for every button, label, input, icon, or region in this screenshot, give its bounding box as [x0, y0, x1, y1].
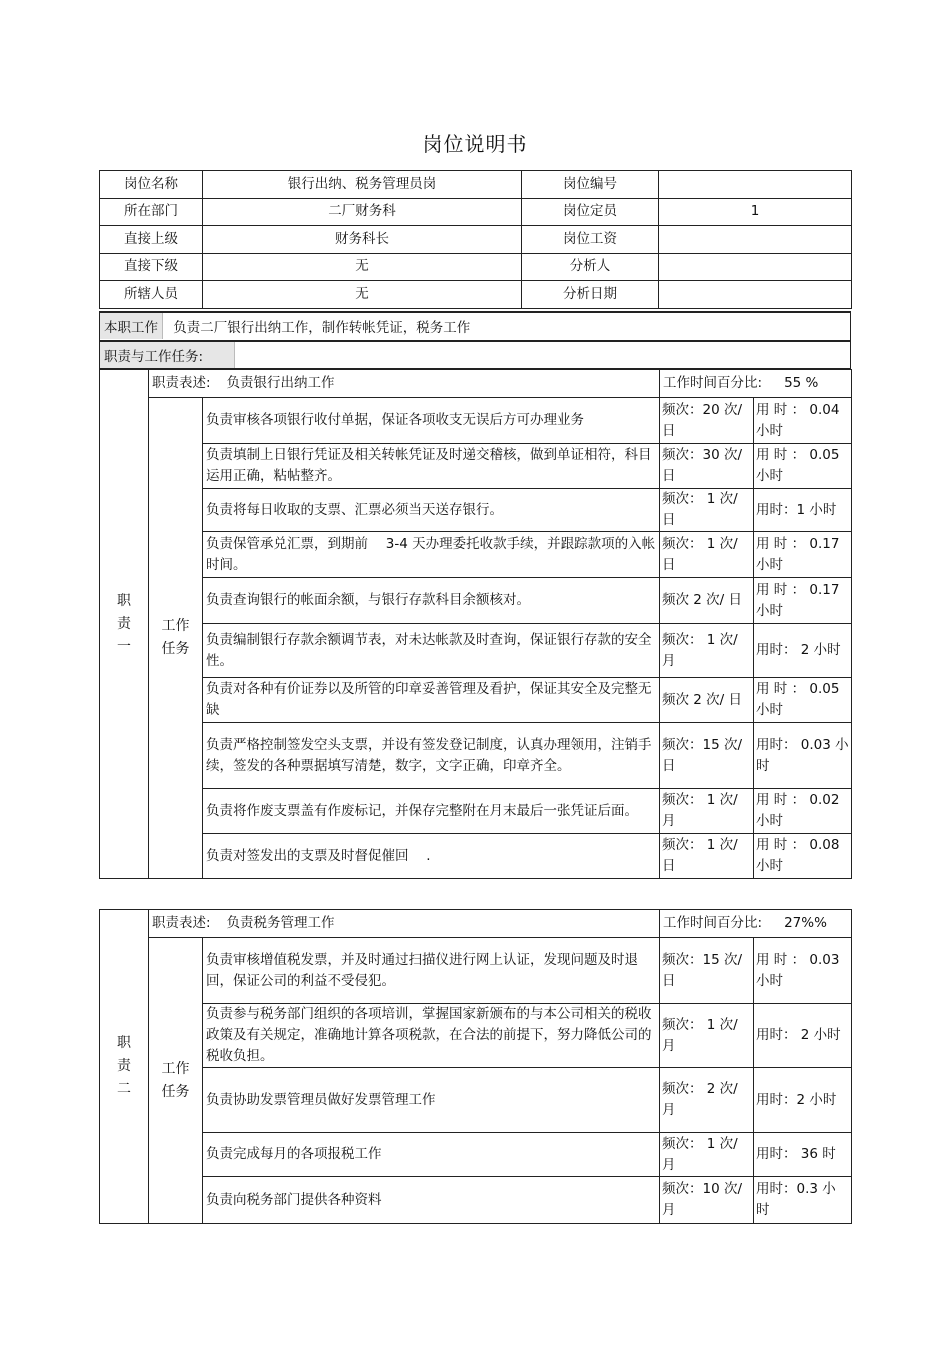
task-row	[100, 578, 852, 624]
info-label: 分析日期	[522, 281, 659, 309]
duty-one-table	[99, 369, 852, 879]
task-time: 用 时 ： 0.08 小时	[754, 834, 852, 879]
task-text: 负责查询银行的帐面余额，与银行存款科目余额核对。	[203, 578, 660, 624]
task-time: 用 时 ： 0.05 小时	[754, 444, 852, 489]
info-label: 直接下级	[100, 253, 203, 281]
duty-desc-label: 职责表述:	[152, 375, 211, 391]
task-frequency: 频次：15 次/日	[660, 723, 754, 789]
task-text: 负责保管承兑汇票，到期前 3-4 天办理委托收款手续，并跟踪款项的入帐时间。	[203, 532, 660, 578]
main-job-value: 负责二厂银行出纳工作，制作转帐凭证，税务工作	[173, 320, 471, 336]
task-text: 负责对各种有价证券以及所管的印章妥善管理及看护，保证其安全及完整无缺	[203, 678, 660, 723]
time-percentage-value: 27%%	[784, 915, 827, 931]
task-row	[100, 1068, 852, 1133]
task-row	[100, 1004, 852, 1068]
info-label: 岗位编号	[522, 171, 659, 199]
info-value	[659, 253, 852, 281]
task-row	[100, 1133, 852, 1177]
task-text: 负责对签发出的支票及时督促催回 .	[203, 834, 660, 879]
duty-name-text: 职责二	[117, 1035, 131, 1097]
task-frequency: 频次： 1 次/月	[660, 789, 754, 834]
task-row	[100, 1177, 852, 1224]
info-label: 分析人	[522, 253, 659, 281]
task-text: 负责审核增值税发票，并及时通过扫描仪进行网上认证，发现问题及时退回，保证公司的利益不受侵犯。	[203, 938, 660, 1004]
duty-desc-value: 负责银行出纳工作	[226, 375, 335, 391]
info-label: 直接上级	[100, 226, 203, 254]
main-job-label: 本职工作	[100, 313, 163, 339]
task-row	[100, 678, 852, 723]
info-label: 所在部门	[100, 198, 203, 226]
task-row	[100, 444, 852, 489]
task-time: 用时：1 小时	[754, 489, 852, 532]
task-frequency: 频次： 1 次/月	[660, 1133, 754, 1177]
task-text: 负责协助发票管理员做好发票管理工作	[203, 1068, 660, 1133]
duties-heading-row	[99, 341, 851, 369]
info-row	[100, 281, 852, 309]
task-frequency: 频次： 1 次/月	[660, 624, 754, 678]
duty-desc-value: 负责税务管理工作	[226, 915, 335, 931]
task-frequency: 频次：30 次/日	[660, 444, 754, 489]
task-time: 用 时 ： 0.17 小时	[754, 578, 852, 624]
task-frequency: 频次 2 次/ 日	[660, 578, 754, 624]
task-time: 用时：0.3 小时	[754, 1177, 852, 1224]
task-row	[100, 489, 852, 532]
task-row	[100, 834, 852, 879]
info-label: 岗位名称	[100, 171, 203, 199]
duty-desc-row	[100, 370, 852, 398]
duty-desc	[149, 370, 660, 398]
work-task-label	[149, 938, 203, 1224]
info-value: 1	[659, 198, 852, 226]
info-value: 银行出纳、税务管理员岗	[203, 171, 522, 199]
duty-name	[100, 370, 149, 879]
work-task-text: 工作任务	[161, 618, 190, 657]
info-row	[100, 198, 852, 226]
task-time: 用时： 2 小时	[754, 1004, 852, 1068]
duty-desc	[149, 910, 660, 938]
task-frequency: 频次： 1 次/日	[660, 532, 754, 578]
info-row	[100, 226, 852, 254]
task-frequency: 频次 2 次/ 日	[660, 678, 754, 723]
task-frequency: 频次： 2 次/月	[660, 1068, 754, 1133]
time-percentage-label: 工作时间百分比:	[663, 375, 763, 391]
task-row	[100, 789, 852, 834]
task-time: 用时： 36 时	[754, 1133, 852, 1177]
task-row	[100, 938, 852, 1004]
task-frequency: 频次：15 次/日	[660, 938, 754, 1004]
task-frequency: 频次： 1 次/日	[660, 834, 754, 879]
task-frequency: 频次： 1 次/日	[660, 489, 754, 532]
duty-desc-row	[100, 910, 852, 938]
task-frequency: 频次：10 次/月	[660, 1177, 754, 1224]
task-row	[100, 624, 852, 678]
basic-info-table	[99, 170, 852, 309]
task-row	[100, 532, 852, 578]
task-frequency: 频次：20 次/日	[660, 398, 754, 444]
info-value: 财务科长	[203, 226, 522, 254]
task-frequency: 频次： 1 次/月	[660, 1004, 754, 1068]
work-task-label	[149, 398, 203, 879]
info-label: 所辖人员	[100, 281, 203, 309]
info-row	[100, 171, 852, 199]
info-row	[100, 253, 852, 281]
task-text: 负责将作废支票盖有作废标记，并保存完整附在月末最后一张凭证后面。	[203, 789, 660, 834]
info-label: 岗位定员	[522, 198, 659, 226]
info-value: 无	[203, 281, 522, 309]
task-time: 用 时 ： 0.17 小时	[754, 532, 852, 578]
time-percentage-value: 55 %	[784, 375, 819, 391]
task-time: 用时：2 小时	[754, 1068, 852, 1133]
task-text: 负责严格控制签发空头支票，并设有签发登记制度，认真办理领用，注销手续，签发的各种票据填写清楚，数字，文字正确，印章齐全。	[203, 723, 660, 789]
task-row	[100, 723, 852, 789]
page-title: 岗位说明书	[422, 132, 528, 156]
task-text: 负责审核各项银行收付单据，保证各项收支无误后方可办理业务	[203, 398, 660, 444]
task-time: 用 时 ： 0.05 小时	[754, 678, 852, 723]
task-row	[100, 398, 852, 444]
duty-two-table	[99, 909, 852, 1224]
work-task-text: 工作任务	[161, 1060, 190, 1100]
task-time: 用 时 ： 0.02 小时	[754, 789, 852, 834]
task-time: 用时： 2 小时	[754, 624, 852, 678]
duty-desc-label: 职责表述:	[152, 915, 211, 931]
info-value	[659, 226, 852, 254]
duty-name	[100, 910, 149, 1224]
duties-heading: 职责与工作任务:	[100, 342, 235, 368]
time-percentage-label: 工作时间百分比:	[663, 915, 763, 931]
task-text: 负责编制银行存款余额调节表，对未达帐款及时查询，保证银行存款的安全性。	[203, 624, 660, 678]
info-value: 无	[203, 253, 522, 281]
info-label: 岗位工资	[522, 226, 659, 254]
task-text: 负责向税务部门提供各种资料	[203, 1177, 660, 1224]
task-text: 负责将每日收取的支票、汇票必须当天送存银行。	[203, 489, 660, 532]
info-value	[659, 281, 852, 309]
task-text: 负责参与税务部门组织的各项培训，掌握国家新颁布的与本公司相关的税收政策及有关规定，准确地计算各项税款，在合法的前提下，努力降低公司的税收负担。	[203, 1004, 660, 1068]
task-time: 用时： 0.03 小时	[754, 723, 852, 789]
task-text: 负责填制上日银行凭证及相关转帐凭证及时递交稽核，做到单证相符，科目运用正确，粘帖整齐。	[203, 444, 660, 489]
info-value	[659, 171, 852, 199]
time-percentage	[660, 910, 852, 938]
time-percentage	[660, 370, 852, 398]
task-text: 负责完成每月的各项报税工作	[203, 1133, 660, 1177]
task-time: 用 时 ： 0.03 小时	[754, 938, 852, 1004]
info-value: 二厂财务科	[203, 198, 522, 226]
duty-name-text: 职责一	[117, 592, 131, 655]
task-time: 用 时 ： 0.04 小时	[754, 398, 852, 444]
main-job-row	[99, 311, 851, 341]
